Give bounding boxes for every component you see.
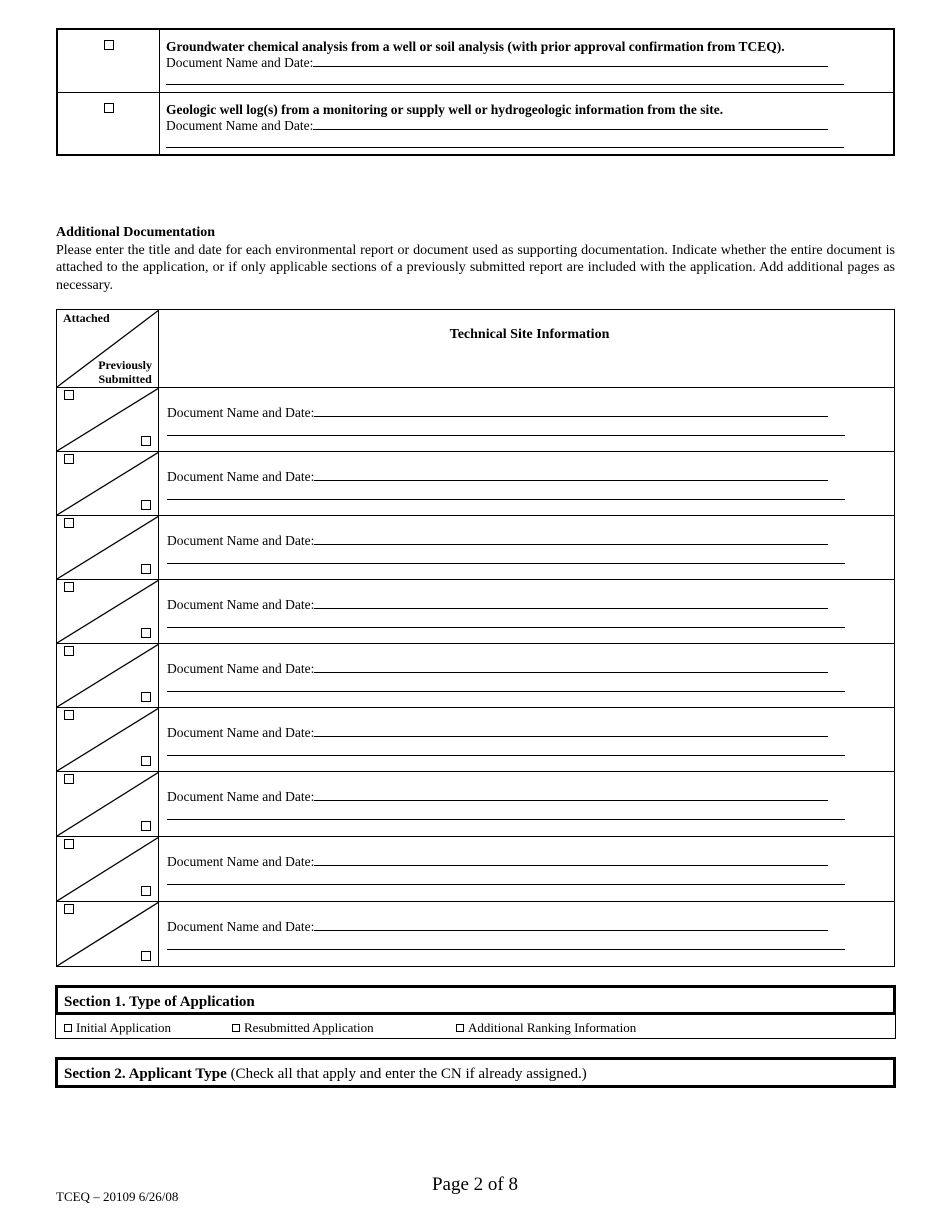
document-name-input[interactable] <box>314 789 828 801</box>
document-name-input-line2[interactable] <box>166 84 844 85</box>
section2-header <box>55 1057 896 1088</box>
previously-submitted-checkbox[interactable] <box>141 886 151 896</box>
attached-checkbox[interactable] <box>64 454 74 464</box>
previously-submitted-checkbox[interactable] <box>141 821 151 831</box>
attached-checkbox[interactable] <box>64 839 74 849</box>
previously-label: Previously <box>98 358 152 372</box>
checkbox[interactable] <box>64 1024 72 1032</box>
table-header-row <box>57 310 894 388</box>
attached-checkbox[interactable] <box>64 710 74 720</box>
field-label: Document Name and Date: <box>167 597 315 612</box>
document-name-input[interactable] <box>314 469 828 481</box>
table-row <box>57 772 894 837</box>
attached-checkbox[interactable] <box>64 646 74 656</box>
previously-submitted-checkbox[interactable] <box>141 951 151 961</box>
document-name-input-line2[interactable] <box>167 819 845 820</box>
previously-submitted-checkbox[interactable] <box>141 436 151 446</box>
checkbox[interactable] <box>104 103 114 113</box>
field-label: Document Name and Date: <box>167 854 315 869</box>
table-row <box>58 93 893 154</box>
technical-site-info-table <box>56 309 895 967</box>
field-label: Document Name and Date: <box>167 469 315 484</box>
table-row <box>57 902 894 966</box>
document-name-input-line2[interactable] <box>167 435 845 436</box>
attached-label: Attached <box>63 311 110 325</box>
section-heading: Additional Documentation <box>56 225 216 240</box>
document-name-input-line2[interactable] <box>167 627 845 628</box>
field-label: Document Name and Date: <box>166 118 314 133</box>
option-initial-application[interactable]: Initial Application <box>64 1020 171 1036</box>
previously-submitted-checkbox[interactable] <box>141 756 151 766</box>
additional-documentation <box>56 224 895 294</box>
table-row <box>57 837 894 902</box>
checkbox[interactable] <box>456 1024 464 1032</box>
section1-header: Section 1. Type of Application <box>55 985 896 1015</box>
document-name-input[interactable] <box>314 854 828 866</box>
field-label: Document Name and Date: <box>167 661 315 676</box>
document-name-input[interactable] <box>314 919 828 931</box>
field-label: Document Name and Date: <box>167 405 315 420</box>
attached-checkbox[interactable] <box>64 582 74 592</box>
document-name-input[interactable] <box>313 55 828 67</box>
attached-checkbox[interactable] <box>64 518 74 528</box>
previously-submitted-checkbox[interactable] <box>141 628 151 638</box>
document-name-input[interactable] <box>314 405 828 417</box>
attached-checkbox[interactable] <box>64 904 74 914</box>
table-row <box>57 452 894 516</box>
field-label: Document Name and Date: <box>167 789 315 804</box>
document-name-input-line2[interactable] <box>167 884 845 885</box>
form-id: TCEQ – 20109 6/26/08 <box>56 1189 179 1204</box>
document-name-input[interactable] <box>314 661 828 673</box>
previously-submitted-checkbox[interactable] <box>141 564 151 574</box>
document-name-input[interactable] <box>314 725 828 737</box>
checkbox[interactable] <box>232 1024 240 1032</box>
item-title: Groundwater chemical analysis from a well or soil analysis (with prior approval confirmation from TCEQ). <box>166 39 785 54</box>
submitted-label: Submitted <box>98 372 152 386</box>
attached-checkbox[interactable] <box>64 390 74 400</box>
table-row <box>57 644 894 708</box>
document-name-input[interactable] <box>313 118 828 130</box>
table-row <box>57 388 894 452</box>
section2-note: (Check all that apply and enter the CN if already assigned.) <box>230 1066 587 1082</box>
document-name-input-line2[interactable] <box>167 499 845 500</box>
field-label: Document Name and Date: <box>167 725 315 740</box>
table-row <box>57 516 894 580</box>
document-name-input-line2[interactable] <box>167 755 845 756</box>
table-row <box>57 580 894 644</box>
field-label: Document Name and Date: <box>167 919 315 934</box>
checkbox[interactable] <box>104 40 114 50</box>
application-type-options <box>55 1015 896 1039</box>
table-row <box>57 708 894 772</box>
item-title: Geologic well log(s) from a monitoring or supply well or hydrogeologic information from the site. <box>166 102 724 117</box>
supporting-docs-table <box>56 28 895 156</box>
field-label: Document Name and Date: <box>166 55 314 70</box>
document-name-input[interactable] <box>314 533 828 545</box>
option-additional-ranking-information[interactable]: Additional Ranking Information <box>456 1020 636 1036</box>
attached-checkbox[interactable] <box>64 774 74 784</box>
document-name-input-line2[interactable] <box>167 691 845 692</box>
page-number: Page 2 of 8 <box>431 1174 518 1195</box>
document-name-input[interactable] <box>314 597 828 609</box>
document-name-input-line2[interactable] <box>167 949 845 950</box>
section2-title: Section 2. Applicant Type <box>64 1066 227 1082</box>
field-label: Document Name and Date: <box>167 533 315 548</box>
table-row <box>58 30 893 93</box>
instructions: Please enter the title and date for each environmental report or document used as supporting documentation. Indicate whether the entire document is attached to the application, or if only applicable sections of a previously submitted report are included with the application. Add additional pages as necessary. <box>56 242 895 293</box>
previously-submitted-checkbox[interactable] <box>141 500 151 510</box>
document-name-input-line2[interactable] <box>166 147 844 148</box>
previously-submitted-checkbox[interactable] <box>141 692 151 702</box>
option-resubmitted-application[interactable]: Resubmitted Application <box>232 1020 374 1036</box>
table-header: Technical Site Information <box>449 327 610 342</box>
document-name-input-line2[interactable] <box>167 563 845 564</box>
